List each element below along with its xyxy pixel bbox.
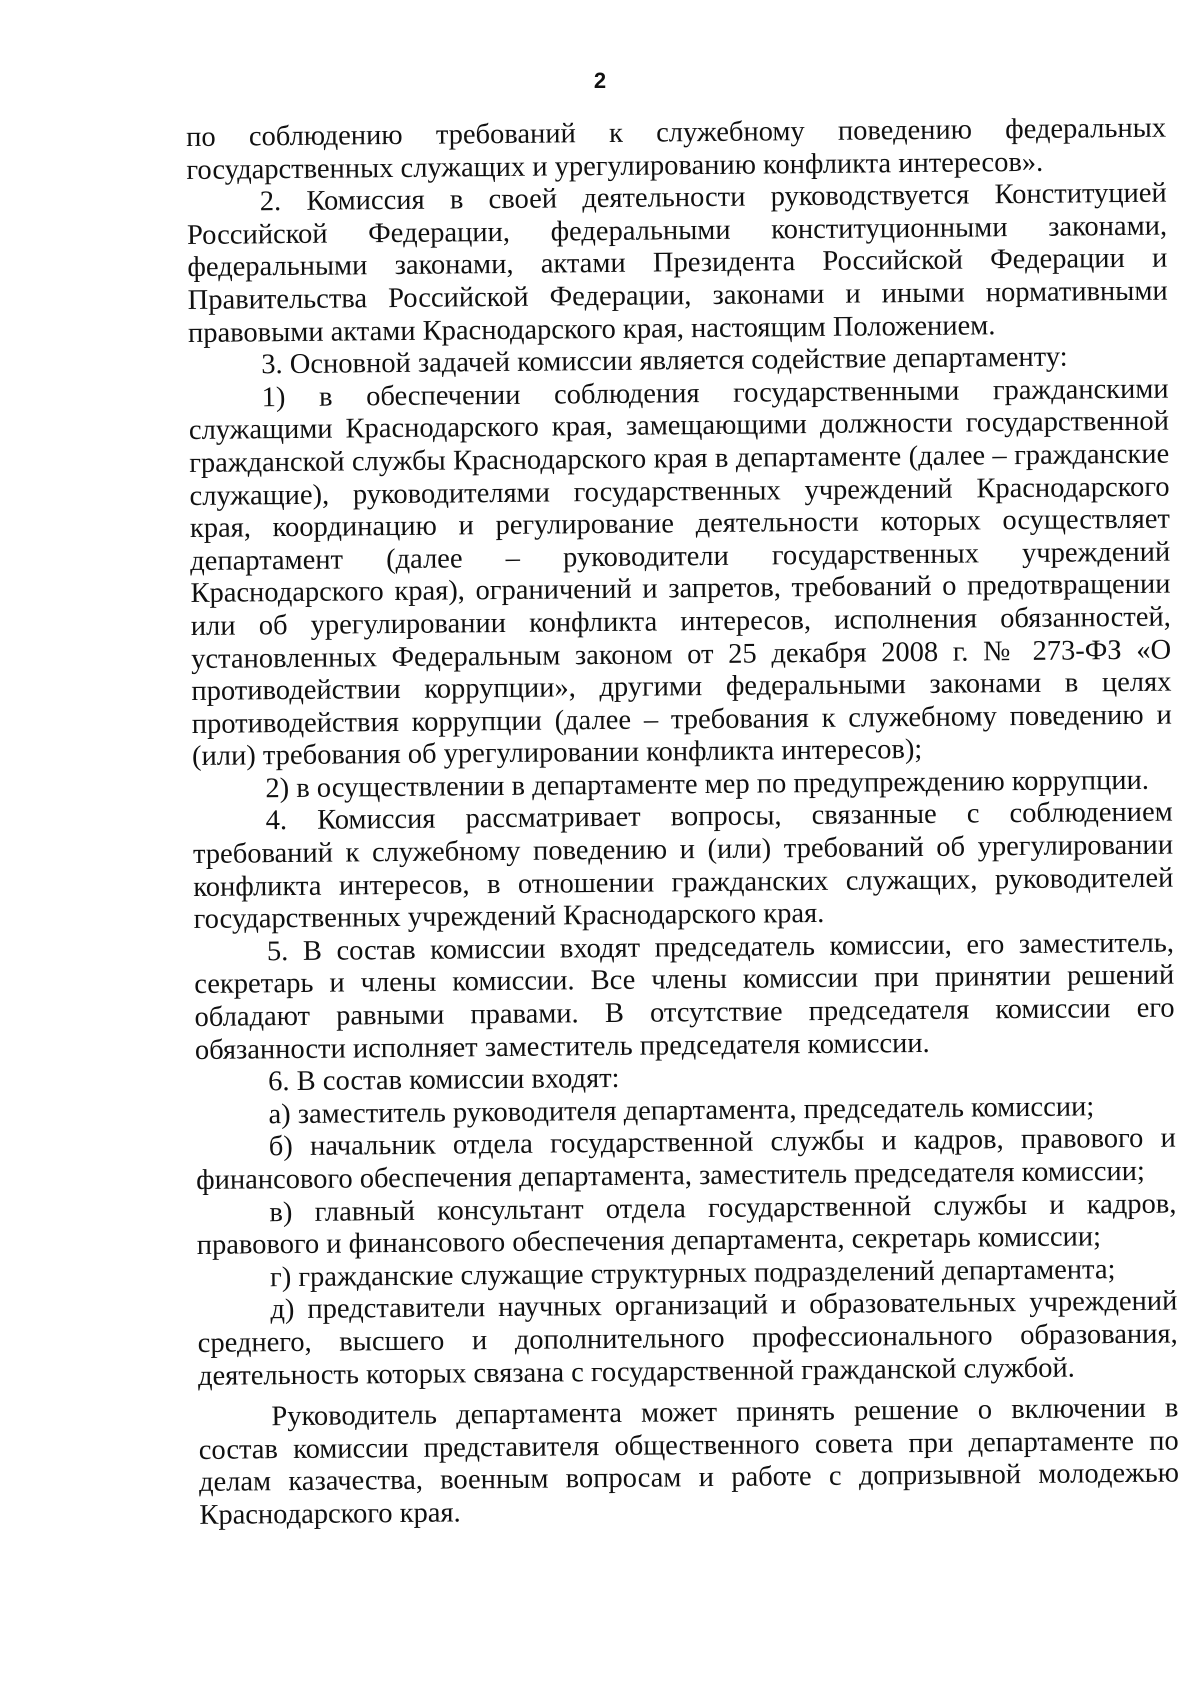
paragraph-3-item-1: 1) в обеспечении соблюдения государственными гражданскими служащими Краснодарского края, замещающими должности государственной гражданской службы Краснодарского края в департаменте (далее – гражданские служащие), руководителями государственных учреждений Краснодарского края, координацию и регулирование деятельности которых осуществляет департамент (далее – руководители государственных учреждений Краснодарского края), ограничений и запретов, требований о предотвращении или об урегулировании конфликта интересов, исполнения обязанностей, установленных Федеральным законом от 25 декабря 2008 г. № 273-ФЗ «О противодействии коррупции», другими федеральными законами в целях противодействия коррупции (далее – требования к служебному поведению и (или) требования об урегулировании конфликта интересов); (188, 373, 1172, 773)
paragraph-continuation: по соблюдению требований к служебному поведению федеральных государственных служащих и урегулированию конфликта интересов». (186, 112, 1167, 186)
paragraph-3: 3. Основной задачей комиссии является содействие департаменту: (261, 341, 1068, 381)
paragraph-6: 6. В состав комиссии входят: (268, 1063, 620, 1098)
paragraph-final: Руководитель департамента может принять решение о включении в состав комиссии представителя общественного совета при департаменте по делам казачества, военным вопросам и работе с допризывной молодежью Краснодарского края. (198, 1392, 1180, 1531)
paragraph-4: 4. Комиссия рассматривает вопросы, связанные с соблюдением требований к служебному поведению и (или) требований об урегулировании конфликта интересов, в отношении гражданских служащих, руководителей государственных учреждений Краснодарского края. (192, 797, 1174, 936)
paragraph-6-item-v: в) главный консультант отдела государственной службы и кадров, правового и финансового обеспечения департамента, секретарь комиссии; (196, 1188, 1177, 1262)
paragraph-6-item-d: д) представители научных организаций и образовательных учреждений среднего, высшего и дополнительного профессионального образования, деятельность которых связана с государственной гражданской службой. (197, 1285, 1178, 1392)
paragraph-6-item-g: г) гражданские служащие структурных подразделений департамента; (269, 1253, 1116, 1294)
paragraph-2: 2. Комиссия в своей деятельности руководствуется Конституцией Российской Федерации, федеральными конституционными законами, федеральными законами, актами Президента Российской Федерации и Правительства Российской Федерации, законами и иными нормативными правовыми актами Краснодарского края, настоящим Положением. (186, 177, 1168, 349)
paragraph-6-item-a: а) заместитель руководителя департамента, председатель комиссии; (268, 1091, 1095, 1131)
page-number: 2 (593, 68, 607, 93)
paragraph-5: 5. В состав комиссии входят председатель комиссии, его заместитель, секретарь и члены комиссии. Все члены комиссии при принятии решений обладают равными правами. В отсутствие председателя комиссии его обязанности исполняет заместитель председателя комиссии. (194, 927, 1175, 1066)
paragraph-3-item-2: 2) в осуществлении в департаменте мер по предупреждению коррупции. (265, 764, 1150, 805)
paragraph-6-item-b: б) начальник отдела государственной службы и кадров, правового и финансового обеспечения департамента, заместитель председателя комиссии; (196, 1122, 1176, 1196)
document-body (186, 113, 1179, 1533)
